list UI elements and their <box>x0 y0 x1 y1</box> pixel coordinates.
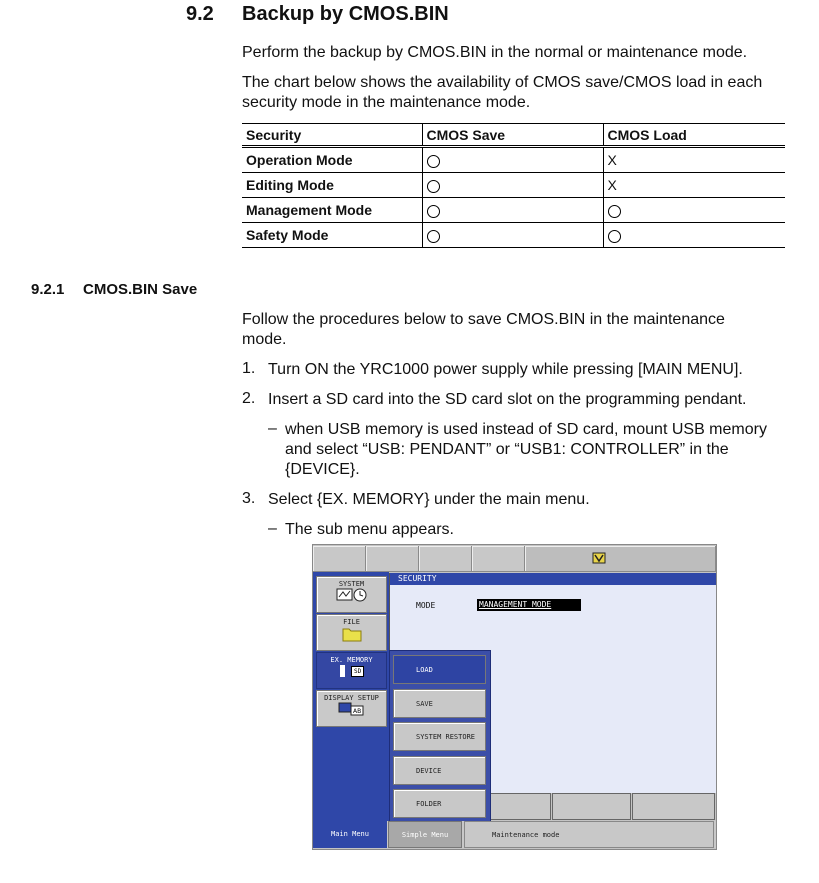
menu-file[interactable] <box>316 614 387 651</box>
sd-card-icon: SD <box>351 666 364 677</box>
cmos-save-cell <box>422 147 603 173</box>
robot-status-icon <box>592 551 606 565</box>
dash-bullet: – <box>268 420 277 437</box>
follow-paragraph: Follow the procedures below to save CMOS.BIN in the maintenance mode. <box>242 311 725 348</box>
top-tab[interactable] <box>419 546 472 572</box>
submenu-system-restore[interactable]: SYSTEM RESTORE <box>393 722 486 751</box>
main-menu-button[interactable]: Main Menu <box>313 821 387 848</box>
subsection-number: 9.2.1 <box>31 281 65 298</box>
step-number: 1. <box>242 360 256 377</box>
step-text: Select {EX. MEMORY} under the main menu. <box>268 491 590 508</box>
intro-paragraph: Perform the backup by CMOS.BIN in the normal or maintenance mode. <box>242 44 748 61</box>
circle-mark-icon <box>608 205 621 218</box>
top-tab[interactable] <box>313 546 366 572</box>
ex-memory-submenu <box>389 650 491 822</box>
step3-note: The sub menu appears. <box>285 521 454 538</box>
cmos-save-cell <box>422 223 603 248</box>
header-cmos-save: CMOS Save <box>422 124 603 147</box>
menu-label: SYSTEM <box>338 580 365 588</box>
system-icon <box>336 588 368 602</box>
circle-mark-icon <box>427 155 440 168</box>
security-cell: Safety Mode <box>242 223 422 248</box>
circle-mark-icon <box>608 230 621 243</box>
function-button[interactable] <box>632 793 715 820</box>
step-number: 2. <box>242 390 256 407</box>
menu-label: EX. MEMORY <box>330 656 373 664</box>
status-icon-area <box>525 546 716 572</box>
display-setup-icon <box>337 702 367 716</box>
table-row <box>242 147 785 173</box>
menu-label: DISPLAY SETUP <box>324 694 379 702</box>
security-cell: Operation Mode <box>242 147 422 173</box>
submenu-device[interactable]: DEVICE <box>393 756 486 785</box>
security-cell: Management Mode <box>242 198 422 223</box>
step-text: Turn ON the YRC1000 power supply while pressing [MAIN MENU]. <box>268 361 743 378</box>
submenu-load[interactable]: LOAD <box>393 655 486 684</box>
folder-icon <box>342 626 362 642</box>
step-text: Insert a SD card into the SD card slot on the programming pendant. <box>268 391 747 408</box>
cmos-load-cell <box>603 198 785 223</box>
function-button[interactable] <box>552 793 631 820</box>
circle-mark-icon <box>427 230 440 243</box>
cmos-save-cell <box>422 198 603 223</box>
table-row <box>242 173 785 198</box>
subsection-title: CMOS.BIN Save <box>83 281 198 298</box>
header-cmos-load: CMOS Load <box>603 124 785 147</box>
step-number: 3. <box>242 490 256 507</box>
mode-label: MODE <box>416 601 436 610</box>
table-header-row <box>242 124 785 147</box>
table-row <box>242 223 785 248</box>
step2-note: when USB memory is used instead of SD card, mount USB memory and select “USB: PENDANT” or “USB1: CONTROLLER” in the {DEVICE}. <box>285 421 767 478</box>
dash-bullet: – <box>268 520 277 537</box>
menu-system[interactable] <box>316 576 387 613</box>
cmos-save-cell <box>422 173 603 198</box>
simple-menu-button[interactable]: Simple Menu <box>388 821 462 848</box>
section-number: 9.2 <box>186 3 214 25</box>
mode-value[interactable]: MANAGEMENT MODE <box>477 599 581 611</box>
header-security: Security <box>242 124 422 147</box>
top-tab[interactable] <box>472 546 525 572</box>
section-title: Backup by CMOS.BIN <box>242 3 449 25</box>
circle-mark-icon <box>427 180 440 193</box>
function-button[interactable] <box>489 793 551 820</box>
cmos-load-cell <box>603 223 785 248</box>
svg-text:AB: AB <box>352 708 361 715</box>
top-tab[interactable] <box>366 546 419 572</box>
security-header: SECURITY <box>390 573 716 585</box>
menu-label: FILE <box>343 618 360 626</box>
chart-description: The chart below shows the availability of CMOS save/CMOS load in each security mode in the maintenance mode. <box>242 74 763 111</box>
status-bar <box>313 821 716 848</box>
usb-icon <box>339 664 347 678</box>
security-cell: Editing Mode <box>242 173 422 198</box>
mode-status: Maintenance mode <box>464 821 714 848</box>
circle-mark-icon <box>427 205 440 218</box>
menu-display-setup[interactable] <box>316 690 387 727</box>
submenu-save[interactable]: SAVE <box>393 689 486 718</box>
submenu-folder[interactable]: FOLDER <box>393 789 486 818</box>
menu-ex-memory[interactable] <box>316 652 387 689</box>
table-row <box>242 198 785 223</box>
main-menu-sidebar <box>313 572 389 821</box>
cmos-load-cell: X <box>603 147 785 173</box>
cmos-availability-table <box>242 123 785 248</box>
pendant-screenshot <box>312 544 717 850</box>
cmos-load-cell: X <box>603 173 785 198</box>
